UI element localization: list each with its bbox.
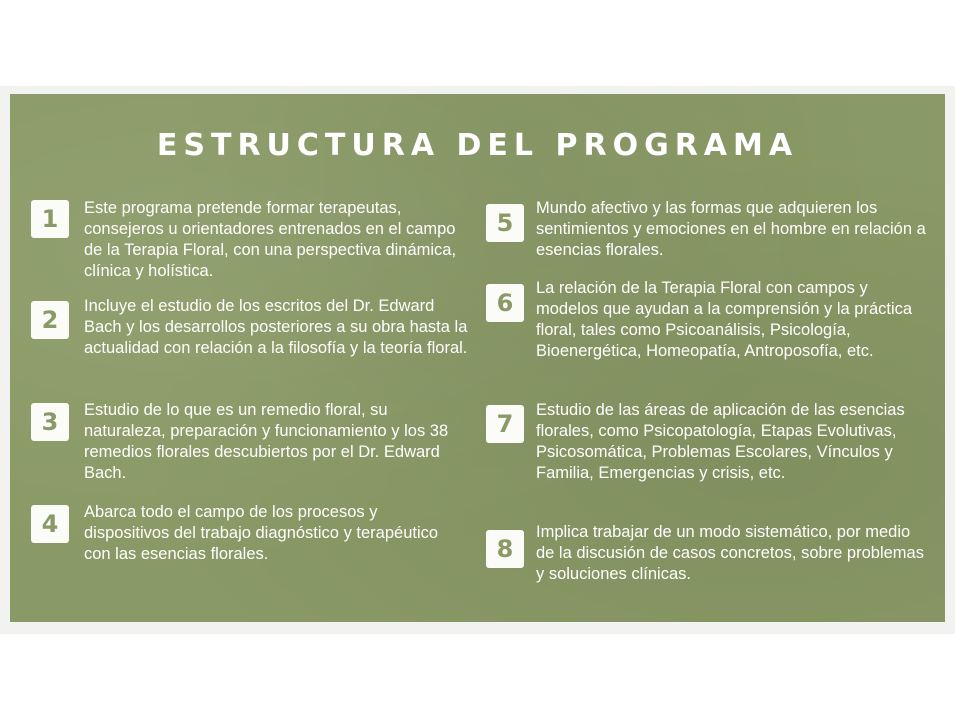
item-1-text: Este programa pretende formar terapeutas, consejeros u orientadores entrenados en el campo de la Terapia Floral, con una perspectiva dinámica, clínica y holística.: [84, 199, 457, 280]
item-7-text: Estudio de las áreas de aplicación de las esencias florales, como Psicopatología, Etapas Evolutivas, Psicosomática, Problemas Escolares, Vínculos y Familia, Emergencias y crisis, etc.: [536, 401, 905, 482]
item-3-text: Estudio de lo que es un remedio floral, su naturaleza, preparación y funcionamiento y los 38 remedios florales descubiertos por el Dr. Edward Bach.: [84, 401, 449, 482]
item-1-number: 1: [31, 200, 69, 238]
item-3-number: 3: [31, 403, 69, 441]
item-5-text: Mundo afectivo y las formas que adquieren los sentimientos y emociones en el hombre en relación a esencias florales.: [536, 199, 926, 259]
item-2-number: 2: [31, 301, 69, 339]
item-7-number: 7: [486, 405, 524, 443]
item-8-text: Implica trabajar de un modo sistemático, por medio de la discusión de casos concretos, sobre problemas y soluciones clínicas.: [536, 523, 924, 583]
item-4-number: 4: [31, 505, 69, 543]
item-5-number: 5: [486, 204, 524, 242]
item-8-number: 8: [486, 530, 524, 568]
item-2-text: Incluye el estudio de los escritos del Dr. Edward Bach y los desarrollos posteriores a su obra hasta la actualidad con relación a la filosofía y la teoría floral.: [84, 297, 468, 357]
item-6-number: 6: [486, 284, 524, 322]
item-4-text: Abarca todo el campo de los procesos y dispositivos del trabajo diagnóstico y terapéutico con las esencias florales.: [84, 503, 439, 563]
item-6-text: La relación de la Terapia Floral con campos y modelos que ayudan a la comprensión y la práctica floral, tales como Psicoanálisis, Psicología, Bioenergética, Homeopatía, Antroposofía, etc.: [536, 279, 913, 360]
program-structure-title: ESTRUCTURA DEL PROGRAMA: [156, 128, 799, 163]
